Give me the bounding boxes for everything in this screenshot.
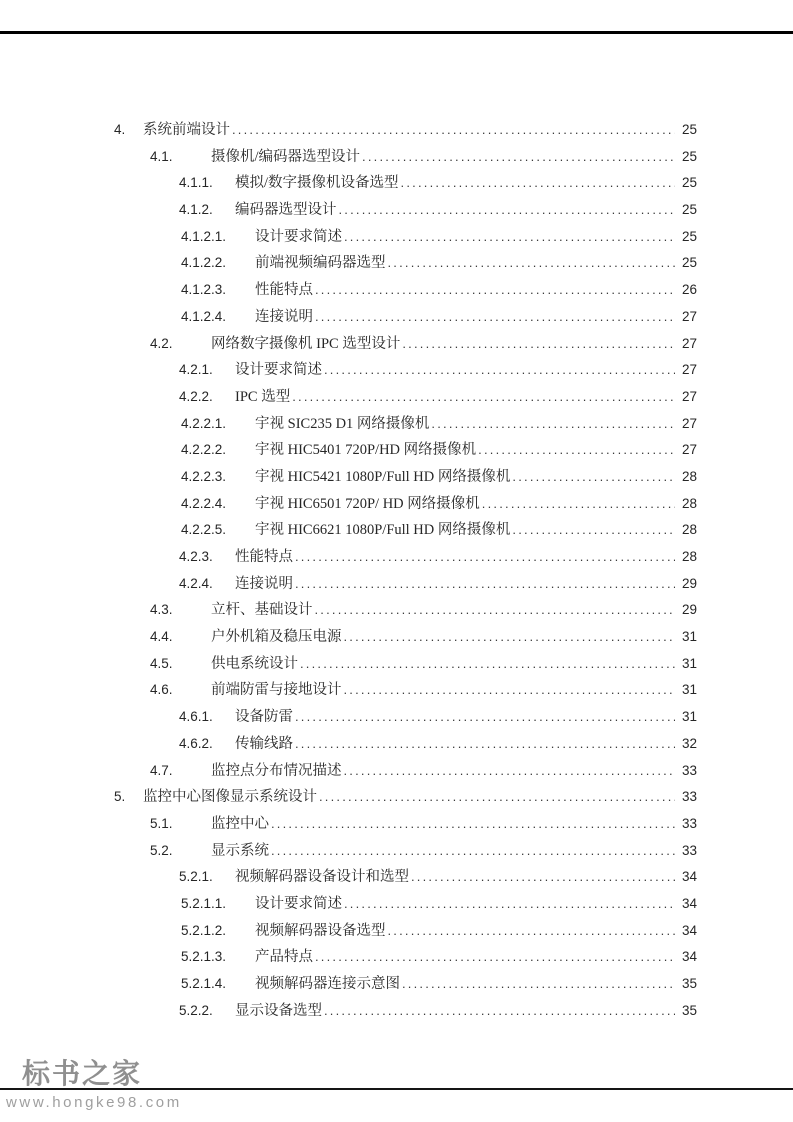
toc-entry-number: 4.2.2.4. bbox=[181, 495, 227, 511]
toc-entry-page-number: 25 bbox=[681, 255, 697, 271]
toc-entry-title: 连接说明 bbox=[235, 575, 293, 592]
toc-entry-page-number: 27 bbox=[681, 308, 697, 324]
toc-entry[interactable] bbox=[0, 331, 697, 358]
toc-entry[interactable] bbox=[0, 571, 697, 598]
toc-entry-page-number: 29 bbox=[681, 602, 697, 618]
dot-leader bbox=[322, 998, 675, 1025]
toc-entry-number: 5.2.1. bbox=[179, 869, 213, 885]
toc-entry-number: 4.2.3. bbox=[179, 549, 213, 564]
toc-entry[interactable] bbox=[0, 758, 697, 785]
toc-entry-title: 设计要求简述 bbox=[235, 362, 322, 379]
toc-entry-page-number: 33 bbox=[681, 762, 697, 778]
toc-entry-number: 4.2.2. bbox=[179, 388, 213, 404]
dot-leader bbox=[409, 864, 675, 891]
dot-leader bbox=[360, 144, 675, 171]
toc-entry-number: 4.6. bbox=[150, 682, 173, 698]
toc-entry-page-number: 35 bbox=[681, 976, 697, 991]
toc-entry-page-number: 26 bbox=[681, 282, 697, 298]
header-rule bbox=[0, 31, 793, 34]
toc-entry-number: 5.2.1.2. bbox=[181, 922, 227, 938]
toc-entry-title: 宇视 SIC235 D1 网络摄像机 bbox=[255, 415, 430, 432]
toc-entry-title: 供电系统设计 bbox=[211, 655, 298, 672]
toc-entry-title: 视频解码器设备选型 bbox=[255, 922, 386, 939]
toc-entry-title: 传输线路 bbox=[235, 735, 293, 752]
toc-entry[interactable] bbox=[0, 838, 697, 865]
toc-entry-page-number: 33 bbox=[681, 842, 697, 858]
toc-entry[interactable] bbox=[0, 677, 697, 704]
toc-entry[interactable] bbox=[0, 224, 697, 251]
toc-entry-number: 5.2.2. bbox=[179, 1002, 213, 1018]
toc-entry-title: 监控点分布情况描述 bbox=[211, 762, 342, 779]
toc-entry-number: 4.2.2.1. bbox=[181, 415, 227, 431]
dot-leader bbox=[322, 357, 675, 384]
toc-entry-page-number: 34 bbox=[681, 869, 697, 885]
toc-entry[interactable] bbox=[0, 944, 697, 971]
toc-entry-number: 4.7. bbox=[150, 762, 173, 778]
dot-leader bbox=[298, 651, 675, 678]
toc-entry-number: 5.1. bbox=[150, 815, 173, 831]
dot-leader bbox=[313, 304, 675, 331]
toc-entry-number: 4.2.1. bbox=[179, 362, 213, 378]
toc-entry-page-number: 32 bbox=[681, 735, 697, 751]
dot-leader bbox=[342, 624, 676, 651]
toc-entry-number: 5.2.1.3. bbox=[181, 949, 227, 965]
dot-leader bbox=[399, 170, 675, 197]
dot-leader bbox=[293, 571, 675, 598]
dot-leader bbox=[386, 918, 676, 945]
toc-entry-page-number: 33 bbox=[681, 815, 697, 831]
dot-leader bbox=[293, 704, 675, 731]
dot-leader bbox=[313, 944, 675, 971]
toc-entry-number: 4.1.2.3. bbox=[181, 282, 227, 298]
toc-entry-title: 显示设备选型 bbox=[235, 1002, 322, 1019]
dot-leader bbox=[510, 517, 675, 544]
dot-leader bbox=[317, 784, 675, 811]
toc-entry[interactable] bbox=[0, 971, 697, 998]
toc-entry[interactable] bbox=[0, 464, 697, 491]
toc-entry[interactable] bbox=[0, 704, 697, 731]
toc-entry[interactable] bbox=[0, 197, 697, 224]
toc-entry[interactable] bbox=[0, 411, 697, 438]
toc-entry-page-number: 34 bbox=[681, 922, 697, 938]
toc-entry[interactable] bbox=[0, 918, 697, 945]
dot-leader bbox=[230, 117, 675, 144]
dot-leader bbox=[510, 464, 675, 491]
toc-entry-title: 系统前端设计 bbox=[143, 122, 230, 138]
toc-entry-title: 宇视 HIC5421 1080P/Full HD 网络摄像机 bbox=[255, 468, 511, 485]
toc-entry-title: 性能特点 bbox=[235, 549, 293, 565]
toc-entry-page-number: 25 bbox=[681, 228, 697, 244]
toc-entry-page-number: 27 bbox=[681, 362, 697, 378]
toc-entry[interactable] bbox=[0, 597, 697, 624]
toc-entry-number: 4.6.1. bbox=[179, 709, 213, 725]
dot-leader bbox=[269, 838, 675, 865]
dot-leader bbox=[337, 197, 676, 224]
toc-entry[interactable] bbox=[0, 277, 697, 304]
dot-leader bbox=[290, 384, 675, 411]
toc-entry-title: 监控中心 bbox=[211, 815, 269, 832]
toc-entry[interactable] bbox=[0, 784, 697, 811]
toc-entry[interactable] bbox=[0, 864, 697, 891]
toc-entry-number: 4.1.1. bbox=[179, 175, 213, 191]
toc-entry-page-number: 31 bbox=[681, 682, 697, 698]
toc-entry-number: 4. bbox=[114, 122, 126, 137]
toc-entry-page-number: 27 bbox=[681, 415, 697, 431]
watermark-brand: 标书之家 bbox=[22, 1058, 143, 1089]
dot-leader bbox=[293, 544, 675, 571]
toc-entry-title: 监控中心图像显示系统设计 bbox=[143, 789, 317, 806]
toc-entry-number: 5.2. bbox=[150, 842, 173, 858]
toc-entry[interactable] bbox=[0, 357, 697, 384]
toc-entry-title: 性能特点 bbox=[255, 282, 313, 299]
toc-entry-title: 视频解码器设备设计和选型 bbox=[235, 869, 409, 886]
toc-entry-number: 4.4. bbox=[150, 629, 173, 645]
toc-entry-page-number: 33 bbox=[681, 789, 697, 805]
toc-entry-page-number: 25 bbox=[681, 175, 697, 191]
toc-entry-number: 4.1.2. bbox=[179, 202, 213, 218]
toc-entry-title: 前端视频编码器选型 bbox=[255, 255, 386, 272]
toc-entry-title: 立杆、基础设计 bbox=[211, 602, 313, 619]
dot-leader bbox=[429, 411, 675, 438]
toc-entry[interactable] bbox=[0, 437, 697, 464]
toc-entry[interactable] bbox=[0, 384, 697, 411]
toc-entry-page-number: 27 bbox=[681, 442, 697, 458]
watermark-url: www.hongke98.com bbox=[6, 1094, 182, 1111]
toc-entry-title: 宇视 HIC5401 720P/HD 网络摄像机 bbox=[255, 442, 477, 459]
toc-entry-number: 4.1.2.4. bbox=[181, 308, 227, 324]
dot-leader bbox=[342, 891, 675, 918]
toc-entry[interactable] bbox=[0, 651, 697, 678]
toc-entry-title: 户外机箱及稳压电源 bbox=[211, 629, 342, 646]
toc-entry[interactable] bbox=[0, 998, 697, 1025]
toc-entry-number: 4.2.4. bbox=[179, 575, 213, 591]
toc-entry[interactable] bbox=[0, 117, 697, 144]
dot-leader bbox=[342, 758, 676, 785]
toc-entry[interactable] bbox=[0, 624, 697, 651]
toc-entry[interactable] bbox=[0, 517, 697, 544]
toc-entry-page-number: 31 bbox=[681, 709, 697, 725]
toc-entry[interactable] bbox=[0, 170, 697, 197]
toc-entry-number: 4.2.2.3. bbox=[181, 468, 227, 484]
toc-entry[interactable] bbox=[0, 250, 697, 277]
toc-entry[interactable] bbox=[0, 144, 697, 171]
toc-entry-number: 4.2.2.2. bbox=[181, 442, 227, 458]
dot-leader bbox=[293, 731, 675, 758]
toc-entry-title: 前端防雷与接地设计 bbox=[211, 682, 342, 699]
toc-entry-page-number: 27 bbox=[681, 388, 697, 404]
toc-entry[interactable] bbox=[0, 304, 697, 331]
dot-leader bbox=[342, 677, 676, 704]
toc-entry-page-number: 28 bbox=[681, 495, 697, 511]
toc-entry[interactable] bbox=[0, 731, 697, 758]
toc-entry-number: 5.2.1.4. bbox=[181, 976, 227, 991]
toc-entry-number: 4.1. bbox=[150, 148, 173, 164]
toc-entry-page-number: 27 bbox=[681, 335, 697, 351]
toc-entry-page-number: 28 bbox=[681, 522, 697, 538]
toc-entry-number: 4.2. bbox=[150, 335, 173, 351]
toc-entry-page-number: 25 bbox=[681, 148, 697, 164]
toc-entry-page-number: 25 bbox=[681, 122, 697, 137]
toc-entry-title: 编码器选型设计 bbox=[235, 202, 337, 219]
dot-leader bbox=[480, 491, 675, 518]
toc-entry[interactable] bbox=[0, 491, 697, 518]
toc-entry-title: 设备防雷 bbox=[235, 709, 293, 726]
toc-entry-number: 4.5. bbox=[150, 655, 173, 671]
dot-leader bbox=[476, 437, 675, 464]
toc-entry-title: 摄像机/编码器选型设计 bbox=[211, 148, 361, 165]
dot-leader bbox=[400, 971, 675, 998]
toc-entry-title: 连接说明 bbox=[255, 308, 313, 325]
toc-entry-page-number: 28 bbox=[681, 549, 697, 564]
toc-entry-title: 设计要求简述 bbox=[255, 228, 342, 245]
toc-entry-title: 显示系统 bbox=[211, 842, 269, 859]
toc-entry-page-number: 34 bbox=[681, 895, 697, 911]
toc-entry-number: 4.6.2. bbox=[179, 735, 213, 751]
toc-entry-title: 宇视 HIC6621 1080P/Full HD 网络摄像机 bbox=[255, 522, 511, 539]
toc-entry-page-number: 35 bbox=[681, 1002, 697, 1018]
toc-entry-number: 5. bbox=[114, 789, 126, 805]
toc-entry-number: 5.2.1.1. bbox=[181, 895, 227, 911]
dot-leader bbox=[386, 250, 676, 277]
toc-entry-title: 宇视 HIC6501 720P/ HD 网络摄像机 bbox=[255, 495, 480, 512]
dot-leader bbox=[269, 811, 675, 838]
dot-leader bbox=[342, 224, 675, 251]
toc-entry-number: 4.1.2.1. bbox=[181, 228, 227, 244]
toc-entry-title: 设计要求简述 bbox=[255, 895, 342, 912]
toc-entry[interactable] bbox=[0, 891, 697, 918]
toc bbox=[0, 117, 697, 1024]
toc-entry-number: 4.3. bbox=[150, 602, 173, 618]
toc-entry-page-number: 29 bbox=[681, 575, 697, 591]
toc-entry-page-number: 31 bbox=[681, 655, 697, 671]
dot-leader bbox=[313, 597, 676, 624]
toc-entry-page-number: 25 bbox=[681, 202, 697, 218]
toc-entry-title: IPC 选型 bbox=[235, 388, 291, 405]
toc-entry-number: 4.2.2.5. bbox=[181, 522, 227, 538]
toc-entry-page-number: 34 bbox=[681, 949, 697, 965]
toc-entry[interactable] bbox=[0, 544, 697, 571]
dot-leader bbox=[400, 331, 675, 358]
toc-entry[interactable] bbox=[0, 811, 697, 838]
toc-entry-title: 网络数字摄像机 IPC 选型设计 bbox=[211, 335, 401, 352]
toc-entry-title: 产品特点 bbox=[255, 949, 313, 966]
dot-leader bbox=[313, 277, 675, 304]
toc-entry-page-number: 28 bbox=[681, 468, 697, 484]
toc-entry-number: 4.1.2.2. bbox=[181, 255, 227, 271]
toc-entry-title: 视频解码器连接示意图 bbox=[255, 976, 400, 992]
toc-entry-title: 模拟/数字摄像机设备选型 bbox=[235, 175, 399, 192]
toc-entry-page-number: 31 bbox=[681, 629, 697, 645]
